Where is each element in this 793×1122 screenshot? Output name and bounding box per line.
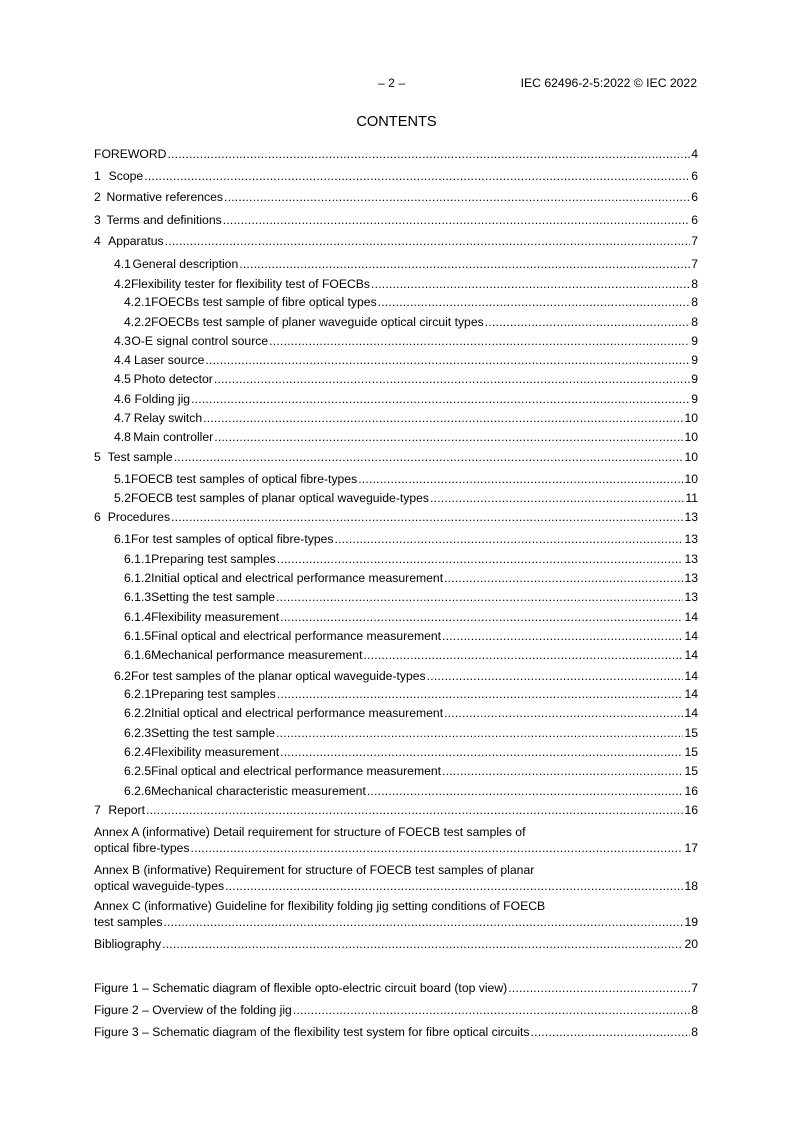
- dot-leader: [444, 570, 683, 586]
- toc-entry-toc[interactable]: [94, 314, 698, 330]
- toc-entry-title: Normative references: [106, 190, 224, 204]
- dot-leader: [378, 294, 691, 310]
- toc-entry-page: 15: [684, 745, 698, 759]
- toc-entry-page: 13: [684, 532, 698, 546]
- toc-entry-title: Main controller: [133, 430, 214, 444]
- toc-entry-page: 18: [684, 879, 698, 893]
- toc-entry-toc[interactable]: [94, 294, 698, 310]
- toc-entry-number: 4.3: [114, 334, 131, 348]
- table-of-contents: [94, 0, 698, 1122]
- toc-entry-figure[interactable]: [94, 980, 698, 996]
- toc-entry-page: 8: [691, 295, 698, 309]
- toc-entry-toc[interactable]: [94, 763, 698, 779]
- toc-entry-page: 6: [691, 213, 698, 227]
- dot-leader: [174, 449, 684, 465]
- toc-entry-page: 14: [684, 610, 698, 624]
- toc-entry-toc[interactable]: [94, 647, 698, 663]
- dot-leader: [444, 705, 683, 721]
- toc-entry-toc[interactable]: [94, 276, 698, 292]
- dot-leader: [191, 840, 684, 856]
- toc-entry-toc[interactable]: [94, 168, 698, 184]
- toc-entry-number: 4.8: [114, 430, 131, 444]
- dot-leader: [225, 878, 683, 894]
- toc-entry-page: 14: [684, 687, 698, 701]
- dot-leader: [280, 744, 683, 760]
- toc-entry-number: 6.1.4: [124, 610, 152, 624]
- toc-entry-number: 6.2: [114, 669, 131, 683]
- dot-leader: [442, 628, 683, 644]
- toc-entry-page: 14: [684, 706, 698, 720]
- toc-entry-number: 6.2.1: [124, 687, 152, 701]
- dot-leader: [276, 725, 683, 741]
- toc-entry-toc[interactable]: [94, 744, 698, 760]
- toc-entry-figure[interactable]: [94, 1002, 698, 1018]
- toc-entry-title: Flexibility tester for flexibility test of FOECBs: [130, 277, 371, 291]
- toc-entry-number: 6.2.4: [124, 745, 152, 759]
- toc-entry-title: Laser source: [133, 353, 205, 367]
- toc-entry-page: 10: [684, 411, 698, 425]
- toc-entry-page: 13: [684, 590, 698, 604]
- page-number: – 2 –: [378, 76, 406, 90]
- toc-entry-page: 11: [685, 491, 698, 505]
- dot-leader: [214, 371, 690, 387]
- toc-entry-number: 6.1.2: [124, 571, 152, 585]
- toc-entry-title: For test samples of optical fibre-types: [130, 532, 334, 546]
- toc-entry-number: 1: [94, 169, 101, 183]
- toc-entry-toc[interactable]: [94, 551, 698, 567]
- toc-entry-number: 4.2.2: [124, 315, 152, 329]
- toc-entry-title: Setting the test sample: [151, 726, 276, 740]
- annex-title-line: Annex A (informative) Detail requirement for structure of FOECB test samples of: [94, 825, 526, 839]
- toc-entry-title: Figure 3 – Schematic diagram of the flexibility test system for fibre optical circuits: [94, 1025, 530, 1039]
- toc-entry-number: 4.6: [114, 392, 131, 406]
- toc-entry-toc[interactable]: [94, 609, 698, 625]
- toc-entry-toc[interactable]: [94, 686, 698, 702]
- toc-entry-annex[interactable]: [94, 878, 698, 894]
- annex-title-line: Annex C (informative) Guideline for flexibility folding jig setting conditions of FOECB: [94, 899, 546, 913]
- dot-leader: [224, 189, 690, 205]
- toc-entry-title: O-E signal control source: [131, 334, 269, 348]
- toc-entry-number: 6.1.6: [124, 648, 152, 662]
- toc-entry-number: 6.2.2: [124, 706, 152, 720]
- toc-entry-page: 14: [684, 648, 698, 662]
- toc-entry-toc[interactable]: [94, 509, 698, 525]
- toc-entry-title: Flexibility measurement: [151, 610, 280, 624]
- toc-entry-toc[interactable]: [94, 189, 698, 205]
- toc-entry-page: 14: [684, 629, 698, 643]
- toc-entry-toc[interactable]: [94, 233, 698, 249]
- toc-entry-title: Setting the test sample: [151, 590, 276, 604]
- dot-leader: [531, 1024, 691, 1040]
- toc-entry-number: 4: [94, 234, 101, 248]
- toc-entry-title: FOECBs test sample of fibre optical types: [151, 295, 377, 309]
- dot-leader: [205, 352, 690, 368]
- toc-entry-title: Folding jig: [134, 392, 191, 406]
- dot-leader: [334, 531, 683, 547]
- toc-entry-title: FOECB test samples of planar optical waveguide-types: [130, 491, 430, 505]
- toc-entry-title: FOECBs test sample of planer waveguide optical circuit types: [151, 315, 484, 329]
- toc-entry-annex[interactable]: [94, 840, 698, 856]
- toc-entry-toc[interactable]: [94, 146, 698, 162]
- toc-entry-toc[interactable]: [94, 212, 698, 228]
- toc-entry-title: Initial optical and electrical performance measurement: [151, 571, 444, 585]
- toc-entry-title: Report: [108, 803, 145, 817]
- toc-entry-number: 5: [94, 450, 101, 464]
- toc-entry-page: 9: [691, 353, 698, 367]
- dot-leader: [167, 146, 690, 162]
- toc-entry-number: 3: [94, 213, 101, 227]
- dot-leader: [223, 212, 691, 228]
- dot-leader: [277, 686, 684, 702]
- toc-entry-title: Bibliography: [94, 937, 162, 951]
- toc-entry-toc[interactable]: [94, 371, 698, 387]
- dot-leader: [162, 936, 683, 952]
- toc-entry-page: 6: [691, 169, 698, 183]
- toc-entry-title: FOREWORD: [94, 147, 167, 161]
- toc-entry-annex[interactable]: [94, 914, 698, 930]
- toc-entry-number: 2: [94, 190, 101, 204]
- toc-entry-page: 6: [691, 190, 698, 204]
- toc-entry-number: 6: [94, 510, 101, 524]
- toc-entry-title: Terms and definitions: [106, 213, 222, 227]
- dot-leader: [277, 551, 684, 567]
- toc-entry-page: 17: [684, 841, 698, 855]
- dot-leader: [165, 233, 691, 249]
- toc-entry-page: 13: [684, 510, 698, 524]
- toc-entry-title: FOECB test samples of optical fibre-types: [130, 472, 358, 486]
- toc-entry-page: 4: [691, 147, 698, 161]
- toc-entry-title: Scope: [108, 169, 144, 183]
- toc-entry-title: Apparatus: [108, 234, 164, 248]
- toc-entry-toc[interactable]: [94, 570, 698, 586]
- toc-entry-title: For test samples of the planar optical waveguide-types: [130, 669, 426, 683]
- toc-entry-toc[interactable]: [94, 410, 698, 426]
- toc-entry-page: 8: [691, 315, 698, 329]
- toc-entry-number: 6.1: [114, 532, 131, 546]
- toc-entry-page: 8: [691, 1003, 698, 1017]
- dot-leader: [214, 429, 683, 445]
- dot-leader: [276, 589, 683, 605]
- toc-entry-page: 15: [684, 764, 698, 778]
- toc-entry-toc[interactable]: [94, 589, 698, 605]
- document-reference: IEC 62496-2-5:2022 © IEC 2022: [520, 76, 697, 90]
- dot-leader: [427, 668, 684, 684]
- dot-leader: [442, 763, 683, 779]
- toc-entry-toc[interactable]: [94, 725, 698, 741]
- toc-entry-toc[interactable]: [94, 668, 698, 684]
- toc-entry-page: 16: [684, 784, 698, 798]
- toc-entry-page: 13: [684, 552, 698, 566]
- toc-entry-number: 6.1.1: [124, 552, 152, 566]
- toc-entry-number: 6.1.3: [124, 590, 152, 604]
- toc-entry-number: 4.2: [114, 277, 131, 291]
- dot-leader: [358, 471, 683, 487]
- toc-entry-toc[interactable]: [94, 352, 698, 368]
- dot-leader: [485, 314, 691, 330]
- toc-entry-title: Mechanical characteristic measurement: [151, 784, 366, 798]
- toc-entry-number: 4.7: [114, 411, 131, 425]
- toc-entry-page: 7: [691, 981, 698, 995]
- toc-entry-number: 5.1: [114, 472, 131, 486]
- toc-entry-number: 5.2: [114, 491, 131, 505]
- toc-entry-number: 4.1: [114, 257, 131, 271]
- toc-entry-toc[interactable]: [94, 705, 698, 721]
- toc-entry-figure[interactable]: [94, 1024, 698, 1040]
- page-title: CONTENTS: [356, 114, 437, 130]
- toc-entry-toc[interactable]: [94, 449, 698, 465]
- toc-entry-toc[interactable]: [94, 256, 698, 272]
- toc-entry-page: 10: [684, 472, 698, 486]
- dot-leader: [191, 391, 690, 407]
- toc-entry-number: 6.2.5: [124, 764, 152, 778]
- dot-leader: [203, 410, 683, 426]
- dot-leader: [171, 509, 683, 525]
- toc-entry-page: 9: [691, 392, 698, 406]
- toc-entry-toc[interactable]: [94, 802, 698, 818]
- toc-entry-page: 9: [691, 334, 698, 348]
- toc-entry-title: Procedures: [107, 510, 171, 524]
- toc-entry-title: Figure 2 – Overview of the folding jig: [94, 1003, 292, 1017]
- toc-entry-page: 13: [684, 571, 698, 585]
- toc-entry-page: 15: [684, 726, 698, 740]
- toc-entry-title: Initial optical and electrical performance measurement: [151, 706, 444, 720]
- toc-entry-title: Preparing test samples: [151, 687, 276, 701]
- toc-entry-number: 6.2.6: [124, 784, 152, 798]
- dot-leader: [430, 490, 684, 506]
- toc-entry-title: Relay switch: [133, 411, 203, 425]
- dot-leader: [508, 980, 690, 996]
- toc-entry-title: Photo detector: [133, 372, 213, 386]
- toc-entry-number: 4.2.1: [124, 295, 152, 309]
- dot-leader: [293, 1002, 690, 1018]
- toc-entry-toc[interactable]: [94, 531, 698, 547]
- dot-leader: [144, 168, 690, 184]
- toc-entry-toc[interactable]: [94, 391, 698, 407]
- toc-entry-title: Flexibility measurement: [151, 745, 280, 759]
- dot-leader: [163, 914, 683, 930]
- toc-entry-page: 10: [684, 430, 698, 444]
- toc-entry-title: General description: [132, 257, 239, 271]
- dot-leader: [146, 802, 683, 818]
- toc-entry-number: 4.5: [114, 372, 131, 386]
- dot-leader: [280, 609, 683, 625]
- toc-entry-title: Test sample: [107, 450, 173, 464]
- toc-entry-title: Figure 1 – Schematic diagram of flexible opto-electric circuit board (top view): [94, 981, 508, 995]
- toc-entry-title: Final optical and electrical performance measurement: [151, 764, 442, 778]
- toc-entry-page: 19: [684, 915, 698, 929]
- dot-leader: [367, 783, 684, 799]
- toc-entry-toc[interactable]: [94, 471, 698, 487]
- toc-entry-toc[interactable]: [94, 429, 698, 445]
- toc-entry-page: 7: [691, 234, 698, 248]
- toc-entry-number: 6.1.5: [124, 629, 152, 643]
- dot-leader: [371, 276, 690, 292]
- toc-entry-page: 20: [684, 937, 698, 951]
- toc-entry-toc[interactable]: [94, 490, 698, 506]
- toc-entry-page: 8: [691, 277, 698, 291]
- toc-entry-title: test samples: [94, 915, 163, 929]
- toc-entry-page: 16: [684, 803, 698, 817]
- toc-entry-toc[interactable]: [94, 628, 698, 644]
- toc-entry-page: 8: [691, 1025, 698, 1039]
- dot-leader: [269, 333, 690, 349]
- annex-title-line: Annex B (informative) Requirement for structure of FOECB test samples of planar: [94, 863, 535, 877]
- toc-entry-toc[interactable]: [94, 333, 698, 349]
- toc-entry-number: 6.2.3: [124, 726, 152, 740]
- toc-entry-number: 7: [94, 803, 101, 817]
- toc-entry-title: optical fibre-types: [94, 841, 190, 855]
- toc-entry-number: 4.4: [114, 353, 131, 367]
- dot-leader: [239, 256, 690, 272]
- toc-entry-title: optical waveguide-types: [94, 879, 225, 893]
- toc-entry-title: Preparing test samples: [151, 552, 276, 566]
- toc-entry-page: 14: [684, 669, 698, 683]
- toc-entry-page: 9: [691, 372, 698, 386]
- toc-entry-title: Mechanical performance measurement: [151, 648, 363, 662]
- dot-leader: [363, 647, 683, 663]
- toc-entry-page: 10: [684, 450, 698, 464]
- toc-entry-toc[interactable]: [94, 783, 698, 799]
- toc-entry-page: 7: [691, 257, 698, 271]
- toc-entry-bibliography[interactable]: [94, 936, 698, 952]
- toc-entry-title: Final optical and electrical performance measurement: [151, 629, 442, 643]
